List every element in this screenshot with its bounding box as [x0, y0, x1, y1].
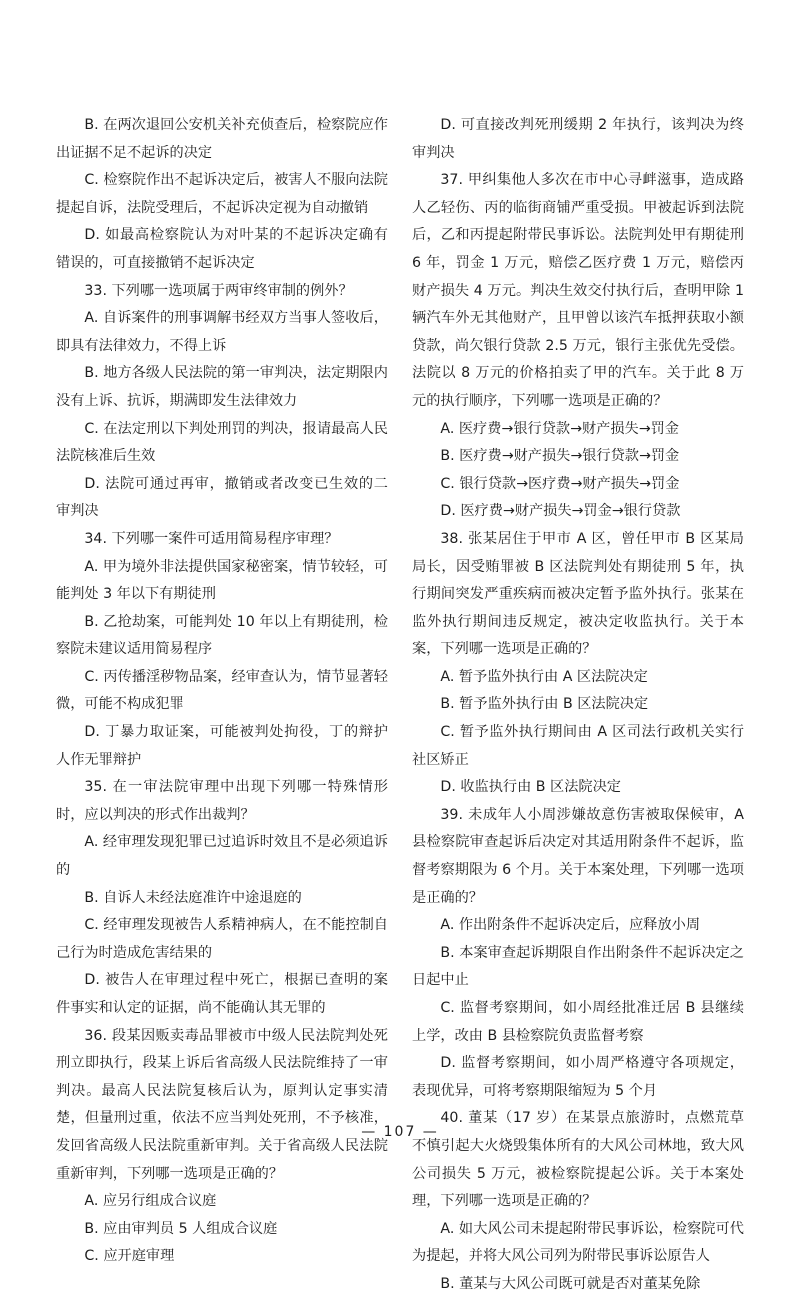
paragraph: D. 丁暴力取证案，可能被判处拘役，丁的辩护人作无罪辩护	[56, 724, 388, 768]
paragraph: D. 如最高检察院认为对叶某的不起诉决定确有错误的，可直接撤销不起诉决定	[56, 227, 388, 271]
paragraph: C. 检察院作出不起诉决定后，被害人不服向法院提起自诉，法院受理后，不起诉决定视为自动撤销	[56, 172, 388, 216]
paragraph: A. 暂予监外执行由 A 区法院决定	[440, 668, 648, 685]
question-stem: 35. 在一审法院审理中出现下列哪一特殊情形时，应以判决的形式作出裁判？	[56, 779, 388, 823]
paragraph: D. 收监执行由 B 区法院决定	[440, 779, 621, 796]
paragraph: A. 甲为境外非法提供国家秘密案，情节较轻，可能判处 3 年以下有期徒刑	[56, 558, 388, 603]
paragraph: D. 医疗费→财产损失→罚金→银行贷款	[440, 503, 681, 520]
left-column	[56, 112, 388, 1271]
paragraph: B. 本案审查起诉期限自作出附条件不起诉决定之日起中止	[412, 944, 744, 989]
paragraph: C. 银行贷款→医疗费→财产损失→罚金	[440, 475, 680, 492]
question-stem: 37. 甲纠集他人多次在市中心寻衅滋事，造成路人乙轻伤、丙的临街商铺严重受损。甲被起诉到法院后，乙和丙提起附带民事诉讼。法院判处甲有期徒刑 6 年，罚金 1 万元，赔偿乙医疗费 1 万元，赔偿丙财产损失 4 万元。判决生效交付执行后，查明甲除 1 辆汽车外无其他财产，且甲曾以该汽车抵押获取小额贷款，尚欠银行贷款 2.5 万元，银行主张优先受偿。法院以 8 万元的价格拍卖了甲的汽车。关于此 8 万元的执行顺序，下列哪一选项是正确的？	[412, 172, 744, 409]
paragraph: D. 法院可通过再审，撤销或者改变已生效的二审判决	[56, 475, 388, 520]
paragraph: C. 暂予监外执行期间由 A 区司法行政机关实行社区矫正	[412, 724, 744, 768]
paragraph: B. 董某与大风公司既可就是否对董某免除	[440, 1275, 701, 1292]
paragraph: D. 可直接改判死刑缓期 2 年执行，该判决为终审判决	[412, 117, 744, 161]
paragraph: C. 应开庭审理	[84, 1248, 175, 1265]
paragraph: A. 应另行组成合议庭	[84, 1193, 217, 1210]
paragraph: A. 医疗费→银行贷款→财产损失→罚金	[440, 420, 679, 437]
question-stem: 40. 董某（17 岁）在某景点旅游时，点燃荒草不慎引起大火烧毁集体所有的大风公司林地，致大风公司损失 5 万元，被检察院提起公诉。关于本案处理，下列哪一选项是正确的？	[412, 1110, 744, 1210]
page-number: — 107 —	[361, 1124, 439, 1140]
paragraph: D. 被告人在审理过程中死亡，根据已查明的案件事实和认定的证据，尚不能确认其无罪的	[56, 972, 388, 1016]
paragraph: B. 应由审判员 5 人组成合议庭	[84, 1220, 278, 1237]
right-column	[412, 112, 744, 1299]
paragraph: A. 作出附条件不起诉决定后，应释放小周	[440, 917, 701, 934]
paragraph: C. 丙传播淫秽物品案，经审查认为，情节显著轻微，可能不构成犯罪	[56, 668, 388, 713]
paragraph: A. 如大风公司未提起附带民事诉讼，检察院可代为提起，并将大风公司列为附带民事诉讼原告人	[412, 1220, 744, 1265]
question-stem: 39. 未成年人小周涉嫌故意伤害被取保候审，A 县检察院审查起诉后决定对其适用附条件不起诉，监督考察期限为 6 个月。关于本案处理，下列哪一选项是正确的？	[412, 806, 744, 906]
paragraph: C. 在法定刑以下判处刑罚的判决，报请最高人民法院核准后生效	[56, 420, 388, 465]
paragraph: B. 在两次退回公安机关补充侦查后，检察院应作出证据不足不起诉的决定	[56, 117, 388, 161]
paragraph: B. 乙抢劫案，可能判处 10 年以上有期徒刑，检察院未建议适用简易程序	[56, 613, 388, 658]
paragraph: B. 自诉人未经法庭准许中途退庭的	[84, 889, 302, 906]
question-stem: 33. 下列哪一选项属于两审终审制的例外？	[84, 282, 353, 299]
paragraph: B. 暂予监外执行由 B 区法院决定	[440, 696, 649, 713]
question-stem: 36. 段某因贩卖毒品罪被市中级人民法院判处死刑立即执行，段某上诉后省高级人民法院维持了一审判决。最高人民法院复核后认为，原判认定事实清楚，但量刑过重，依法不应当判处死刑，不予核准，发回省高级人民法院重新审判。关于省高级人民法院重新审判，下列哪一选项是正确的？	[56, 1027, 388, 1182]
paragraph: C. 经审理发现被告人系精神病人，在不能控制自己行为时造成危害结果的	[56, 917, 388, 961]
paragraph: B. 医疗费→财产损失→银行贷款→罚金	[440, 448, 680, 465]
paragraph: A. 经审理发现犯罪已过追诉时效且不是必须追诉的	[56, 834, 388, 879]
paragraph: B. 地方各级人民法院的第一审判决，法定期限内没有上诉、抗诉，期满即发生法律效力	[56, 365, 388, 409]
paragraph: C. 监督考察期间，如小周经批准迁居 B 县继续上学，改由 B 县检察院负责监督考察	[412, 1000, 744, 1044]
paragraph: A. 自诉案件的刑事调解书经双方当事人签收后，即具有法律效力，不得上诉	[56, 310, 388, 354]
paragraph: D. 监督考察期间，如小周严格遵守各项规定，表现优异，可将考察期限缩短为 5 个月	[412, 1055, 744, 1099]
question-stem: 38. 张某居住于甲市 A 区，曾任甲市 B 区某局局长，因受贿罪被 B 区法院判处有期徒刑 5 年，执行期间突发严重疾病而被决定暂予监外执行。张某在监外执行期间违反规定，被决定收监执行。关于本案，下列哪一选项是正确的？	[412, 530, 744, 658]
question-stem: 34. 下列哪一案件可适用简易程序审理？	[84, 530, 339, 547]
